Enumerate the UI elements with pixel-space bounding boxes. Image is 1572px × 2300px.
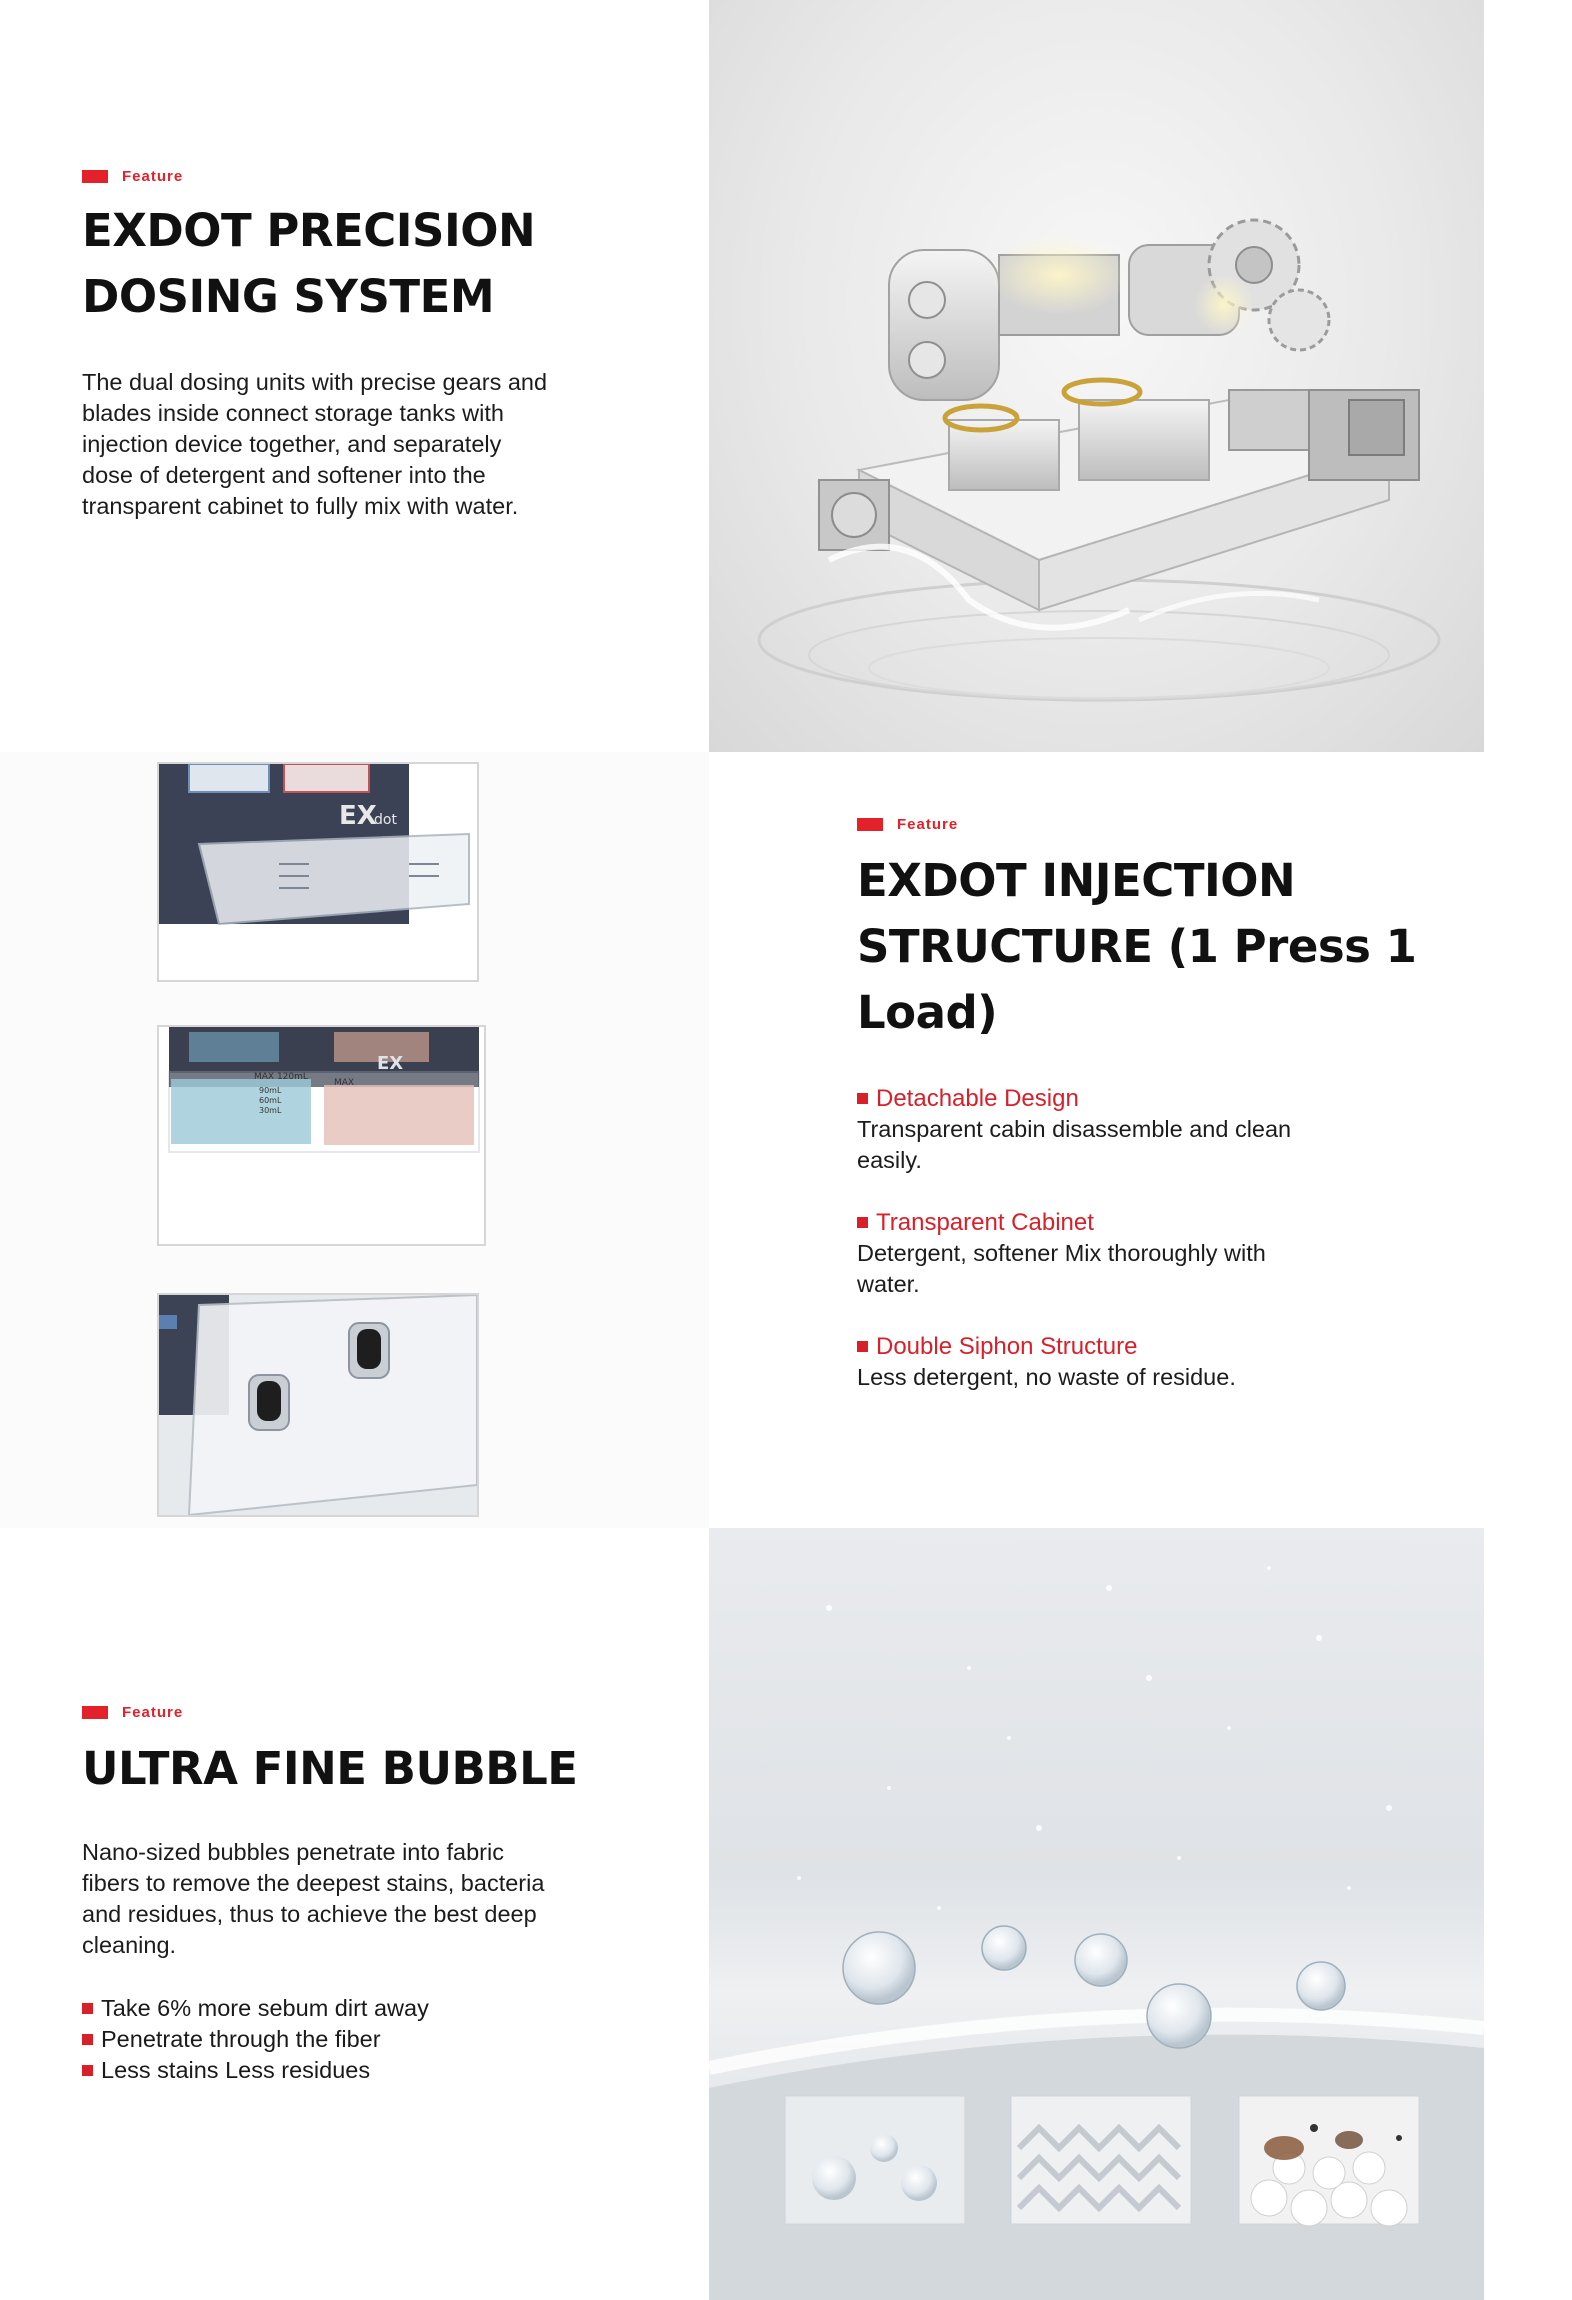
feature-tag-label: Feature xyxy=(897,816,959,833)
section-title xyxy=(82,198,535,330)
description-line: injection device together, and separately xyxy=(82,431,502,457)
photo-bubbles-penetrate xyxy=(785,2096,965,2224)
feature-item xyxy=(857,1207,1497,1300)
bullet-square-icon xyxy=(857,1217,868,1228)
thumb-logo: EX xyxy=(377,1053,404,1074)
injection-feature-list xyxy=(857,1083,1497,1393)
title-line: STRUCTURE (1 Press 1 xyxy=(857,920,1417,973)
description-line: cleaning. xyxy=(82,1932,177,1958)
bubble-illustration xyxy=(709,1528,1484,2300)
bubble-benefit-list xyxy=(82,1993,642,2086)
feature-tag-marker xyxy=(82,1706,108,1719)
title-line: DOSING SYSTEM xyxy=(82,270,495,323)
thumb-transparent-cabinet xyxy=(157,1025,486,1246)
benefit-text: Penetrate through the fiber xyxy=(101,2026,381,2052)
description-line: and residues, thus to achieve the best deep xyxy=(82,1901,537,1927)
benefit-item xyxy=(82,1993,642,2024)
feature-tag-label: Feature xyxy=(122,168,184,185)
feature-tag xyxy=(857,816,958,833)
feature-item-heading xyxy=(857,1331,1497,1362)
thumb-logo-sub: dot xyxy=(374,812,397,828)
title-line: Load) xyxy=(857,986,998,1039)
section-description xyxy=(82,1837,642,1961)
thumb-max-short-label: MAX xyxy=(334,1078,355,1088)
sparkle-particles xyxy=(797,1566,1392,1910)
feature-heading-text: Double Siphon Structure xyxy=(876,1333,1138,1360)
double-siphon-image xyxy=(159,1295,477,1515)
description-line: dose of detergent and softener into the xyxy=(82,462,486,488)
benefit-item xyxy=(82,2024,642,2055)
feature-item-text: Less detergent, no waste of residue. xyxy=(857,1364,1236,1390)
benefit-text: Take 6% more sebum dirt away xyxy=(101,1995,429,2021)
description-line: transparent cabinet to fully mix with water. xyxy=(82,493,519,519)
feature-tag-marker xyxy=(82,170,108,183)
bullet-square-icon xyxy=(857,1093,868,1104)
title-line: ULTRA FINE BUBBLE xyxy=(82,1742,578,1795)
photo-fabric-fiber xyxy=(1011,2096,1191,2224)
thumb-mark: 60mL xyxy=(259,1096,282,1105)
thumb-max-label: MAX 120mL xyxy=(254,1072,308,1082)
dosing-system-illustration xyxy=(709,0,1484,752)
ultra-fine-bubble-image xyxy=(709,1528,1484,2300)
detachable-drawer-image xyxy=(159,764,477,980)
bullet-square-icon xyxy=(82,2065,93,2076)
bullet-square-icon xyxy=(82,2003,93,2014)
thumb-mark: 90mL xyxy=(259,1086,282,1095)
description-line: Nano-sized bubbles penetrate into fabric xyxy=(82,1839,504,1865)
benefit-item xyxy=(82,2055,642,2086)
thumb-logo: EX xyxy=(339,801,377,831)
description-line: fibers to remove the deepest stains, bacteria xyxy=(82,1870,545,1896)
thumb-detachable-design xyxy=(157,762,479,982)
feature-tag xyxy=(82,1704,183,1721)
feature-tag-marker xyxy=(857,818,883,831)
feature-item-text: easily. xyxy=(857,1147,922,1173)
section-title xyxy=(857,848,1497,1046)
bullet-square-icon xyxy=(82,2034,93,2045)
feature-item-text: Transparent cabin disassemble and clean xyxy=(857,1116,1292,1142)
transparent-cabinet-image xyxy=(159,1027,484,1244)
feature-item xyxy=(857,1083,1497,1176)
bullet-square-icon xyxy=(857,1341,868,1352)
feature-item-text: water. xyxy=(857,1271,920,1297)
feature-item xyxy=(857,1331,1497,1393)
section-description xyxy=(82,367,602,522)
description-line: The dual dosing units with precise gears and xyxy=(82,369,548,395)
feature-item-heading xyxy=(857,1207,1497,1238)
thumb-double-siphon xyxy=(157,1293,479,1517)
section-title xyxy=(82,1736,578,1802)
title-line: EXDOT INJECTION xyxy=(857,854,1296,907)
feature-item-heading xyxy=(857,1083,1497,1114)
thumb-mark: 30mL xyxy=(259,1106,282,1115)
benefit-text: Less stains Less residues xyxy=(101,2057,371,2083)
photo-stain-removal xyxy=(1239,2096,1419,2226)
dosing-system-image xyxy=(709,0,1484,752)
feature-tag xyxy=(82,168,183,185)
title-line: EXDOT PRECISION xyxy=(82,204,536,257)
feature-heading-text: Detachable Design xyxy=(876,1085,1079,1112)
feature-item-text: Detergent, softener Mix thoroughly with xyxy=(857,1240,1266,1266)
description-line: blades inside connect storage tanks with xyxy=(82,400,504,426)
feature-heading-text: Transparent Cabinet xyxy=(876,1209,1094,1236)
feature-tag-label: Feature xyxy=(122,1704,184,1721)
